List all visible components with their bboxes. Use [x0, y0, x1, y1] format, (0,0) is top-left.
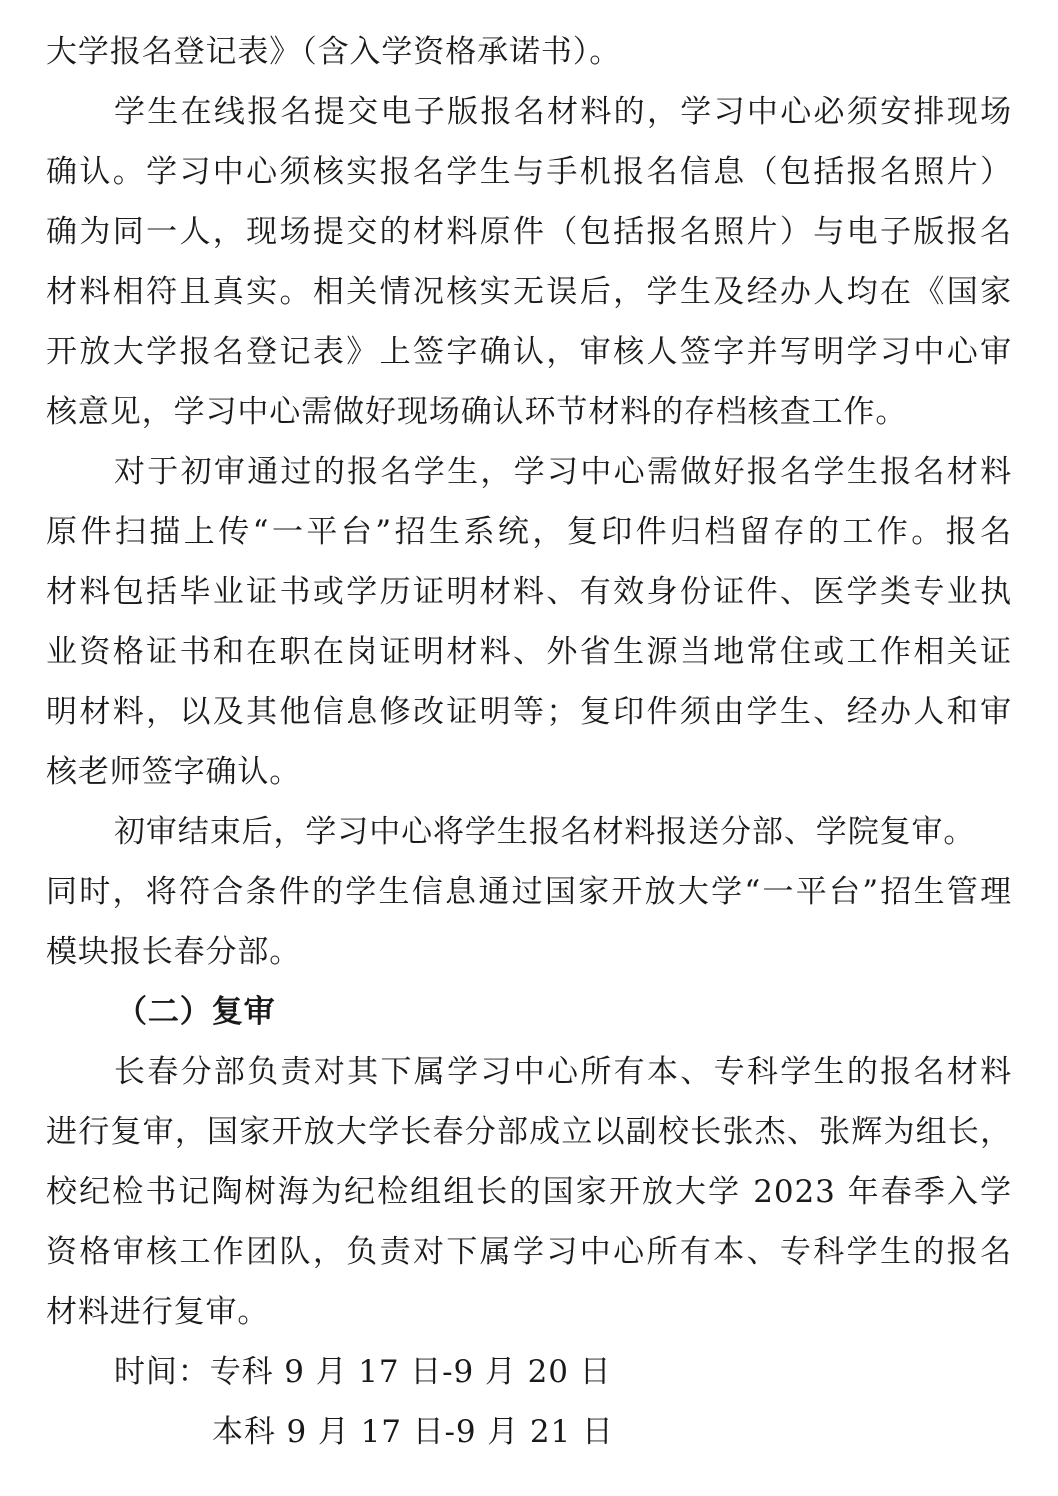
text-line-14: 初审结束后，学习中心将学生报名材料报送分部、学院复审。	[114, 814, 976, 850]
text-line-12: 明材料，以及其他信息修改证明等；复印件须由学生、经办人和审	[46, 694, 1012, 730]
text-line-20: 校纪检书记陶树海为纪检组组长的国家开放大学 2023 年春季入学	[46, 1174, 1012, 1210]
text-line-3: 确认。学习中心须核实报名学生与手机报名信息（包括报名照片）	[46, 154, 1012, 190]
text-line-16: 模块报长春分部。	[46, 934, 302, 970]
text-line-8: 对于初审通过的报名学生，学习中心需做好报名学生报名材料	[114, 454, 1012, 490]
text-line-21: 资格审核工作团队，负责对下属学习中心所有本、专科学生的报名	[46, 1234, 1012, 1270]
text-line-19: 进行复审，国家开放大学长春分部成立以副校长张杰、张辉为组长，	[46, 1114, 1012, 1150]
text-line-2: 学生在线报名提交电子版报名材料的，学习中心必须安排现场	[114, 94, 1012, 130]
text-line-11: 业资格证书和在职在岗证明材料、外省生源当地常住或工作相关证	[46, 634, 1012, 670]
text-line-7: 核意见，学习中心需做好现场确认环节材料的存档核查工作。	[46, 394, 908, 430]
text-line-5: 材料相符且真实。相关情况核实无误后，学生及经办人均在《国家	[46, 274, 1012, 310]
text-line-6: 开放大学报名登记表》上签字确认，审核人签字并写明学习中心审	[46, 334, 1012, 370]
schedule-line-benke: 本科 9 月 17 日-9 月 21 日	[212, 1414, 614, 1450]
text-line-22: 材料进行复审。	[46, 1294, 270, 1330]
text-line-10: 材料包括毕业证书或学历证明材料、有效身份证件、医学类专业执	[46, 574, 1012, 610]
section-heading: （二）复审	[116, 994, 276, 1030]
text-line-18: 长春分部负责对其下属学习中心所有本、专科学生的报名材料	[114, 1054, 1012, 1090]
document-page	[46, 22, 1012, 1462]
text-line-13: 核老师签字确认。	[46, 754, 302, 790]
text-line-15: 同时，将符合条件的学生信息通过国家开放大学“一平台”招生管理	[46, 874, 1012, 910]
schedule-line-zhuanke: 时间：专科 9 月 17 日-9 月 20 日	[114, 1354, 612, 1390]
text-line-9: 原件扫描上传“一平台”招生系统，复印件归档留存的工作。报名	[46, 514, 1012, 550]
text-line-1: 大学报名登记表》（含入学资格承诺书）。	[46, 34, 622, 70]
text-line-4: 确为同一人，现场提交的材料原件（包括报名照片）与电子版报名	[46, 214, 1012, 250]
